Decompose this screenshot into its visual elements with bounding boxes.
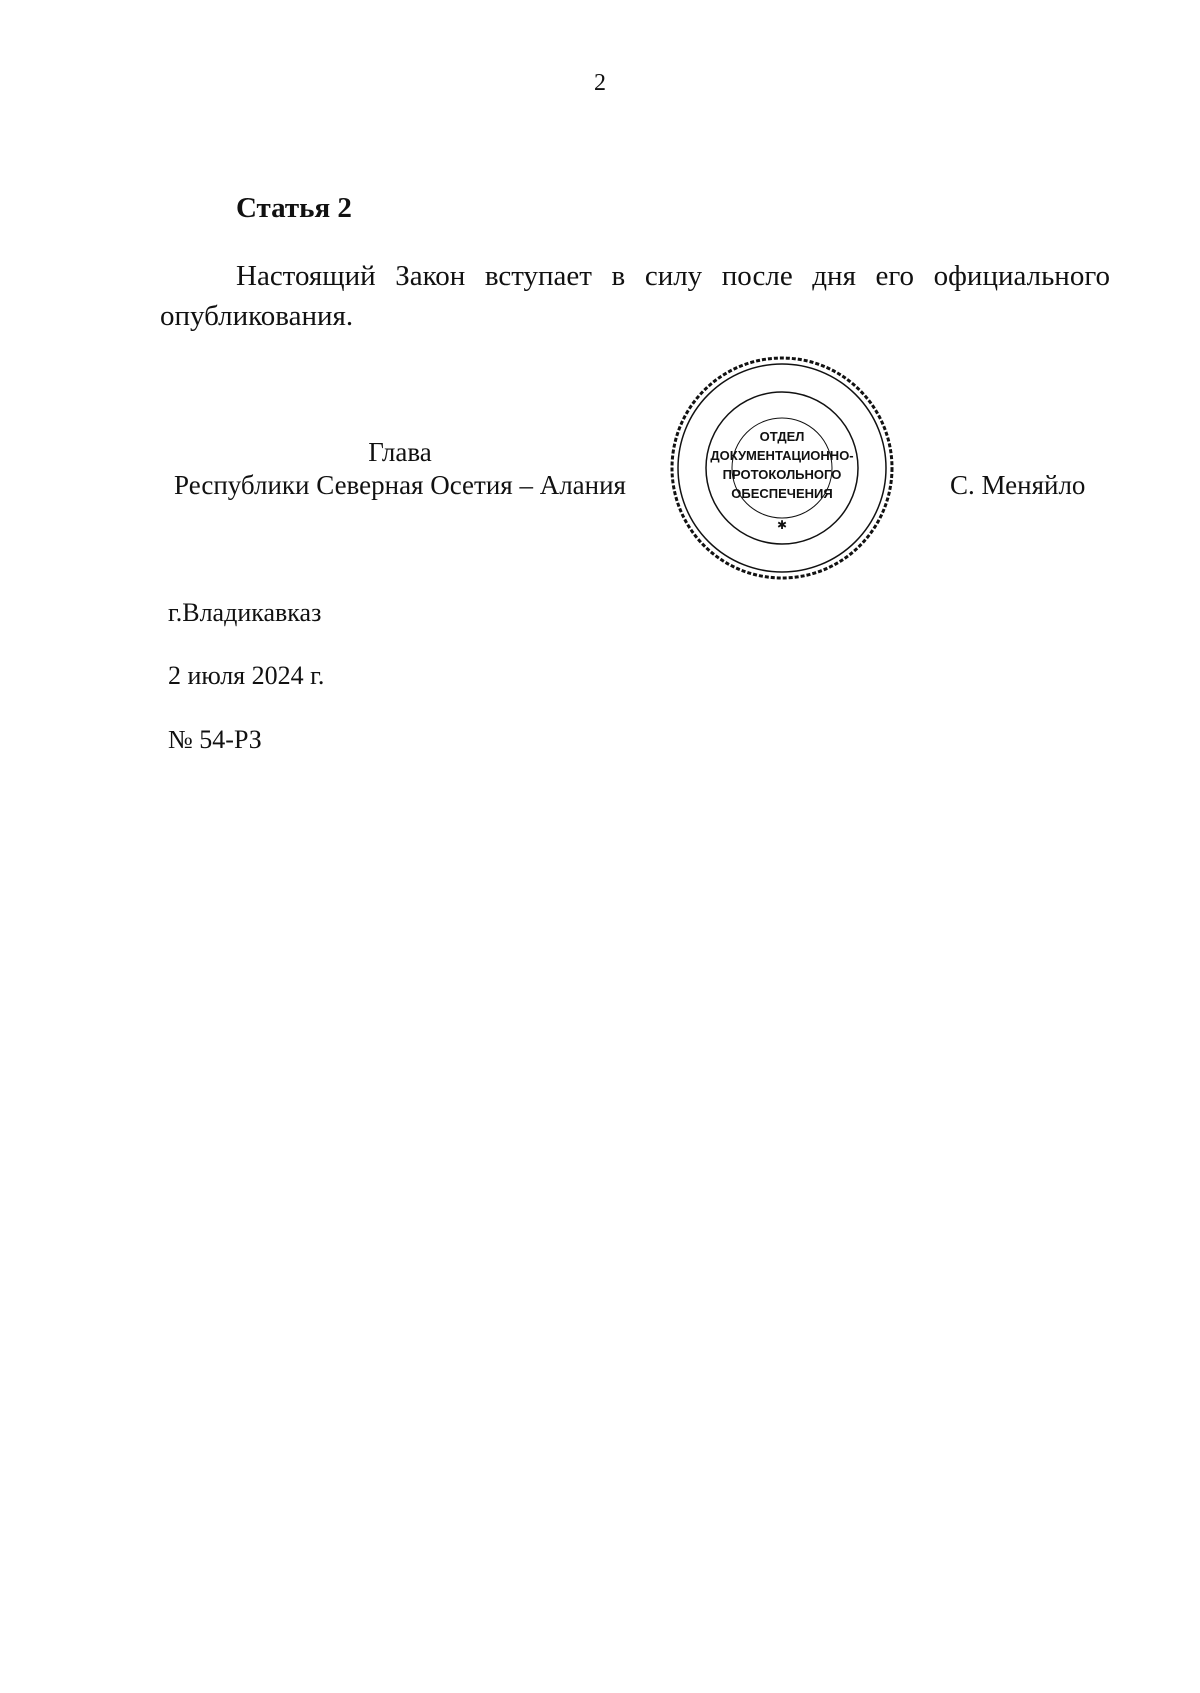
- page-number: 2: [594, 70, 606, 96]
- official-seal: [667, 353, 897, 583]
- signer-title-line-2: Республики Северная Осетия – Алания: [174, 470, 626, 500]
- law-number: № 54-РЗ: [168, 725, 262, 754]
- seal-center-line: ОТДЕЛ: [759, 429, 805, 444]
- seal-center-line: ОБЕСПЕЧЕНИЯ: [731, 486, 833, 501]
- article-text-line-2: опубликования.: [160, 300, 354, 332]
- seal-center-line: ДОКУМЕНТАЦИОННО-: [710, 448, 854, 463]
- article-heading: Статья 2: [236, 192, 352, 224]
- article-text-line-1: Настоящий Закон вступает в силу после дня его официального: [236, 260, 1110, 292]
- seal-center-text: [707, 427, 857, 503]
- seal-center-line: ПРОТОКОЛЬНОГО: [722, 467, 842, 482]
- date: 2 июля 2024 г.: [168, 661, 325, 690]
- article-paragraph: [160, 256, 1110, 336]
- signer-name: С. Меняйло: [950, 470, 1086, 500]
- city: г.Владикавказ: [168, 598, 322, 627]
- seal-star-icon: ✱: [776, 518, 788, 532]
- signer-title-line-1: Глава: [368, 437, 432, 467]
